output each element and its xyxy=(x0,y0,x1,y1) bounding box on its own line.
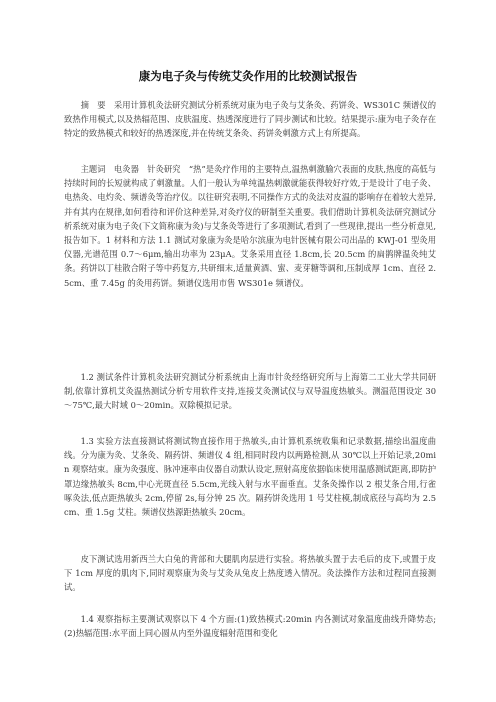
observation-indicators-paragraph: 1.4 观察指标主要测试观察以下 4 个方面:(1)致热模式:20min 内各测试对象温度曲线升降势态;(2)热辐范围:水平面上同心圆从内至外温度辐射范围和变化 xyxy=(64,614,436,639)
subcutaneous-test-paragraph: 皮下测试选用新西兰大白兔的背部和大腿肌肉层进行实验。将热敏头置于去毛后的皮下,或置于皮下 1cm 厚度的肌肉下,同时观察康为灸与艾灸从兔皮上热度透入情况。灸法操作方法和过程同直接测试。 xyxy=(64,554,436,593)
keywords-intro-paragraph: 主题词 电灸器 针灸研究 “热”是灸疗作用的主要特点,温热刺激腧穴表面的皮肤,热度的高低与持续时间的长短就构成了刺激量。人们一般认为单纯温热刺激就能获得较好疗效,于是设计了电子灸、电热灸、电灼灸、频谱灸等治疗仪。以往研究表明,不同操作方式的灸法对皮温的影响存在着较大差异,并有其内在规律,如何看待和评价这种差异,对灸疗仪的研制至关重要。我们借助计算机灸法研究测试分析系统对康为电子灸(下文简称康为灸)与艾条灸等进行了多项测试,看到了一些现律,提出一些分析意见,报告如下。1 材料和方法 1.1 测试对象康为灸是哈尔滨康为电针医械有限公司出品的 KWJ-01 型灸用仪器,光谱范围 0.7～6μm,输出功率为 23μA。艾条采用直径 1.8cm,长 20.5cm 的扁鹊牌温灸纯艾条。药饼以丁桂散合附子等中药复方,共研细末,适量黄酒、蜜、麦芽糖等调和,压制成厚 1cm、直径 2.5cm、重 7.45g 的灸用药饼。频谱仪选用市售 WS301e 频谱仪。 xyxy=(64,164,436,288)
experiment-method-paragraph: 1.3 实验方法直接测试将测试物直接作用于热敏头,由计算机系统收集和记录数据,描绘出温度曲线。分为康为灸、艾条灸、隔药饼、频谱仪 4 组,相同时段内以两路检测,从 30℃以上开始记录,20min 观察结束。康为灸强度、脉冲速率由仪器自动默认设定,照射高度依据临床使用温感测试距离,即防护罩边缘热敏头 8cm,中心光斑直径 5.5cm,光线入射与水平面垂直。艾条灸操作以 2 根艾条合用,行雀啄灸法,低点距热敏头 2cm,停留 2s,每分钟 25 次。隔药饼灸选用 1 号艾柱模,制成底径与高均为 2.5cm、重 1.5g 艾柱。频谱仪热源距热敏头 20cm。 xyxy=(64,436,436,518)
test-conditions-paragraph: 1.2 测试条件计算机灸法研究测试分析系统由上海市针灸经络研究所与上海第二工业大学共同研制,依靠计算机艾灸温热测试分析专用软件支持,连接艾灸测试仪与双导温度热敏头。测温范围设定 30～75℃,最大时域 0～20min。双除模拟记录。 xyxy=(64,372,436,411)
report-title: 康为电子灸与传统艾灸作用的比较测试报告 xyxy=(138,69,358,83)
abstract-paragraph: 摘 要 采用计算机灸法研究测试分析系统对康为电子灸与艾条灸、药饼灸、WS301C 频谱仪的致热作用模式,以及热辐范围、皮肤温度、热透深度进行了同步测试和比较。结果提示:康为电子灸存在特定的致热模式和较好的热透深度,并在传统艾条灸、药饼灸刺激方式上有所提高。 xyxy=(64,100,436,139)
